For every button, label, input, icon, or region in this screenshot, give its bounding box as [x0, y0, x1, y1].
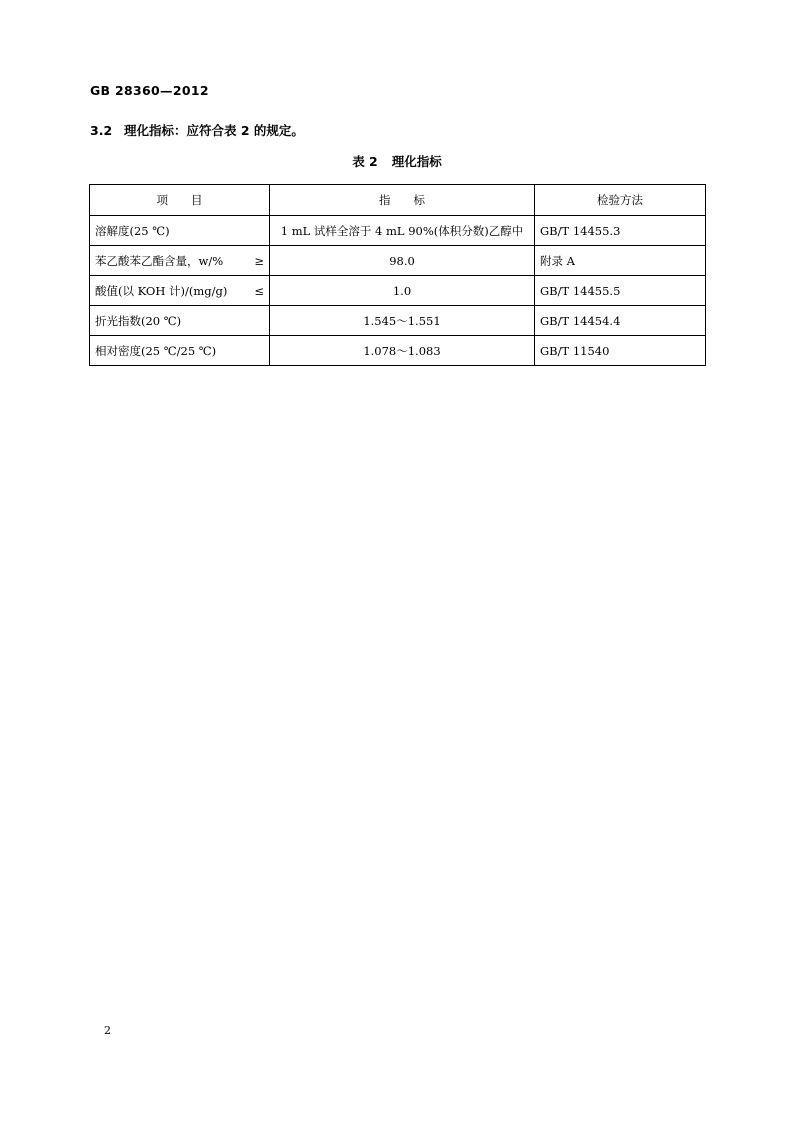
- row-symbol: ≥: [254, 253, 264, 268]
- table-header-row: [90, 185, 706, 216]
- row-indicator: 1.545～1.551: [270, 306, 535, 336]
- header-item: 项 目: [90, 185, 270, 216]
- row-method: 附录 A: [535, 246, 706, 276]
- row-indicator: 98.0: [270, 246, 535, 276]
- row-item: 溶解度(25 ℃): [95, 223, 170, 238]
- page-number: 2: [104, 1024, 111, 1037]
- row-symbol: ≤: [254, 283, 264, 298]
- row-item-cell: [90, 336, 270, 366]
- row-item-cell: [90, 216, 270, 246]
- physicochemical-spec-table: [89, 184, 706, 366]
- header-method: 检验方法: [535, 185, 706, 216]
- row-item-cell: [90, 246, 270, 276]
- table-row: [90, 306, 706, 336]
- row-method: GB/T 14455.5: [535, 276, 706, 306]
- row-indicator: 1 mL 试样全溶于 4 mL 90%(体积分数)乙醇中: [270, 216, 535, 246]
- row-item: 酸值(以 KOH 计)/(mg/g): [95, 283, 228, 298]
- row-item: 折光指数(20 ℃): [95, 313, 182, 328]
- table-caption-label: 表 2: [352, 154, 378, 169]
- table-caption-title: 理化指标: [391, 154, 442, 169]
- row-item-cell: [90, 276, 270, 306]
- row-method: GB/T 14455.3: [535, 216, 706, 246]
- standard-number: GB 28360—2012: [90, 83, 209, 98]
- row-item: 相对密度(25 ℃/25 ℃): [95, 343, 217, 358]
- row-method: GB/T 14454.4: [535, 306, 706, 336]
- row-item-cell: [90, 306, 270, 336]
- clause-3-2: [90, 121, 304, 139]
- header-indicator: 指 标: [270, 185, 535, 216]
- row-method: GB/T 11540: [535, 336, 706, 366]
- table-caption: [0, 152, 794, 170]
- table-row: [90, 336, 706, 366]
- table-row: [90, 276, 706, 306]
- row-indicator: 1.0: [270, 276, 535, 306]
- row-item: 苯乙酸苯乙酯含量，w/%: [95, 253, 224, 268]
- clause-number: 3.2: [90, 123, 113, 138]
- row-indicator: 1.078～1.083: [270, 336, 535, 366]
- table-row: [90, 216, 706, 246]
- table-row: [90, 246, 706, 276]
- clause-text: 理化指标：应符合表 2 的规定。: [124, 123, 304, 138]
